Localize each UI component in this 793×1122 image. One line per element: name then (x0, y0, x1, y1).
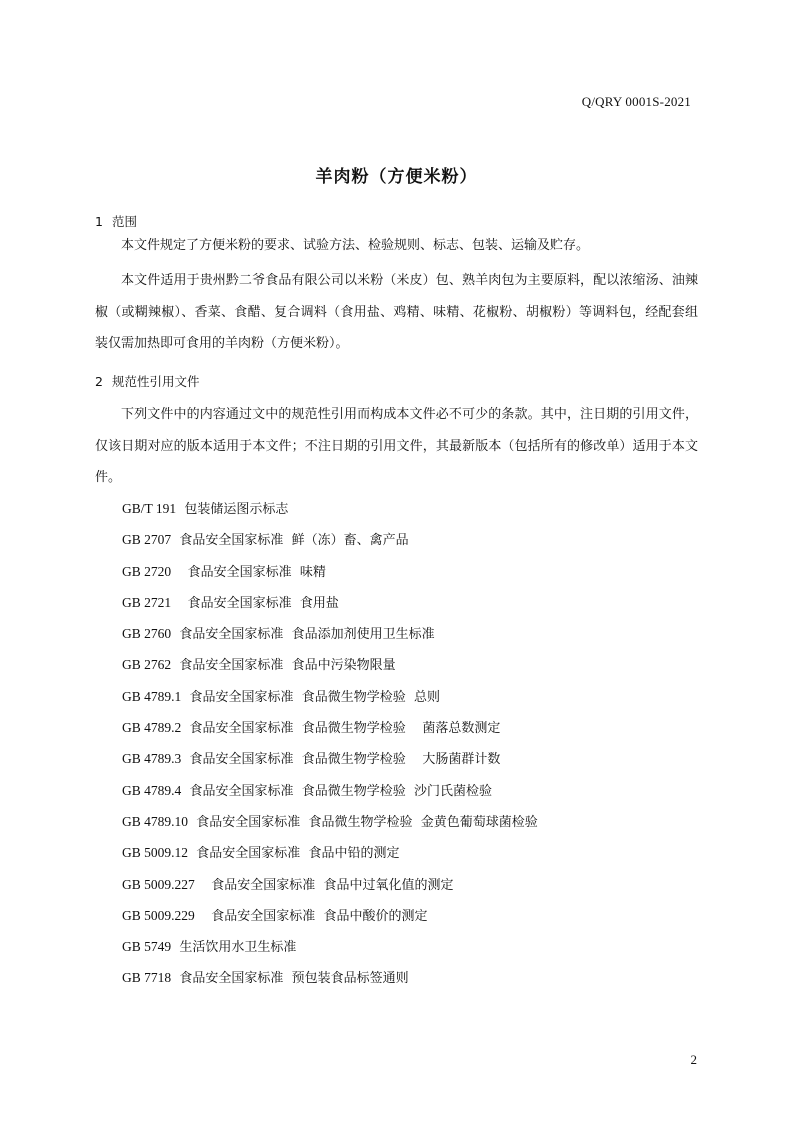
section-title: 范围 (111, 214, 137, 229)
reference-code: GB 7718 (122, 970, 172, 986)
reference-item (122, 904, 538, 935)
reference-title: 食品安全国家标准 食品添加剂使用卫生标准 (179, 627, 435, 643)
reference-title: 食品安全国家标准 食品微生物学检验 总则 (189, 689, 441, 705)
reference-item (122, 591, 538, 622)
scope-paragraph-1: 本文件规定了方便米粉的要求、试验方法、检验规则、标志、包装、运输及贮存。 (121, 238, 590, 253)
reference-item (122, 966, 538, 997)
reference-list (122, 497, 538, 998)
reference-item (122, 935, 538, 966)
reference-title: 食品安全国家标准 食品中污染物限量 (179, 658, 396, 674)
reference-title: 包装储运图示标志 (184, 502, 289, 517)
reference-title: 食品安全国家标准 食品微生物学检验 菌落总数测定 (189, 721, 501, 737)
standard-code: Q/QRY 0001S-2021 (581, 94, 691, 109)
references-intro-paragraph: 下列文件中的内容通过文中的规范性引用而构成本文件必不可少的条款。其中，注日期的引用文件，仅该日期对应的版本适用于本文件；不注日期的引用文件，其最新版本（包括所有的修改单）适用于本文件。 (95, 407, 698, 485)
reference-code: GB 2721 (122, 594, 172, 610)
reference-item (122, 653, 538, 684)
reference-code: GB 2707 (122, 532, 172, 548)
reference-code: GB 5749 (122, 939, 172, 955)
section-heading-scope (95, 212, 137, 230)
reference-title: 食品安全国家标准 预包装食品标签通则 (179, 971, 409, 987)
reference-title: 食品安全国家标准 食品中铅的测定 (196, 846, 400, 862)
reference-title: 食品安全国家标准 食品中酸价的测定 (211, 908, 428, 924)
reference-title: 食品安全国家标准 食品微生物学检验 大肠菌群计数 (189, 752, 501, 768)
reference-code: GB 4789.10 (122, 813, 189, 829)
scope-paragraph-2: 本文件适用于贵州黔二爷食品有限公司以米粉（米皮）包、熟羊肉包为主要原料，配以浓缩汤、油辣椒（或糊辣椒）、香菜、食醋、复合调料（食用盐、鸡精、味精、花椒粉、胡椒粉）等调料包，经配套组装仅需加热即可食用的羊肉粉（方便米粉）。 (95, 273, 698, 351)
section-heading-normative-references (95, 372, 199, 390)
reference-code: GB 5009.227 (122, 876, 195, 892)
section-title: 规范性引用文件 (111, 374, 200, 389)
reference-title: 食品安全国家标准 鲜（冻）畜、禽产品 (179, 533, 409, 549)
reference-title: 食品安全国家标准 食品微生物学检验 沙门氏菌检验 (189, 783, 493, 799)
reference-item (122, 497, 538, 528)
reference-title: 食品安全国家标准 食品微生物学检验 金黄色葡萄球菌检验 (196, 814, 538, 830)
reference-code: GB 4789.3 (122, 751, 182, 767)
reference-code: GB 4789.4 (122, 782, 182, 798)
reference-item (122, 622, 538, 653)
reference-code: GB 2762 (122, 657, 172, 673)
reference-item (122, 810, 538, 841)
reference-code: GB 4789.1 (122, 688, 182, 704)
section-number: 1 (95, 214, 103, 229)
reference-code: GB 5009.12 (122, 845, 189, 861)
reference-code: GB 2720 (122, 563, 172, 579)
reference-title: 食品安全国家标准 食用盐 (187, 595, 339, 611)
reference-item (122, 873, 538, 904)
document-title: 羊肉粉（方便米粉） (315, 167, 478, 187)
page-number: 2 (690, 1052, 697, 1067)
reference-item (122, 841, 538, 872)
reference-item (122, 747, 538, 778)
reference-title: 食品安全国家标准 味精 (187, 564, 326, 580)
reference-code: GB 4789.2 (122, 720, 182, 736)
reference-item (122, 685, 538, 716)
reference-item (122, 528, 538, 559)
reference-code: GB/T 191 (122, 501, 177, 516)
reference-title: 食品安全国家标准 食品中过氧化值的测定 (211, 877, 454, 893)
reference-item (122, 560, 538, 591)
reference-title: 生活饮用水卫生标准 (179, 940, 297, 956)
reference-item (122, 779, 538, 810)
section-number: 2 (95, 374, 103, 389)
reference-code: GB 2760 (122, 626, 172, 642)
reference-code: GB 5009.229 (122, 907, 195, 923)
reference-item (122, 716, 538, 747)
